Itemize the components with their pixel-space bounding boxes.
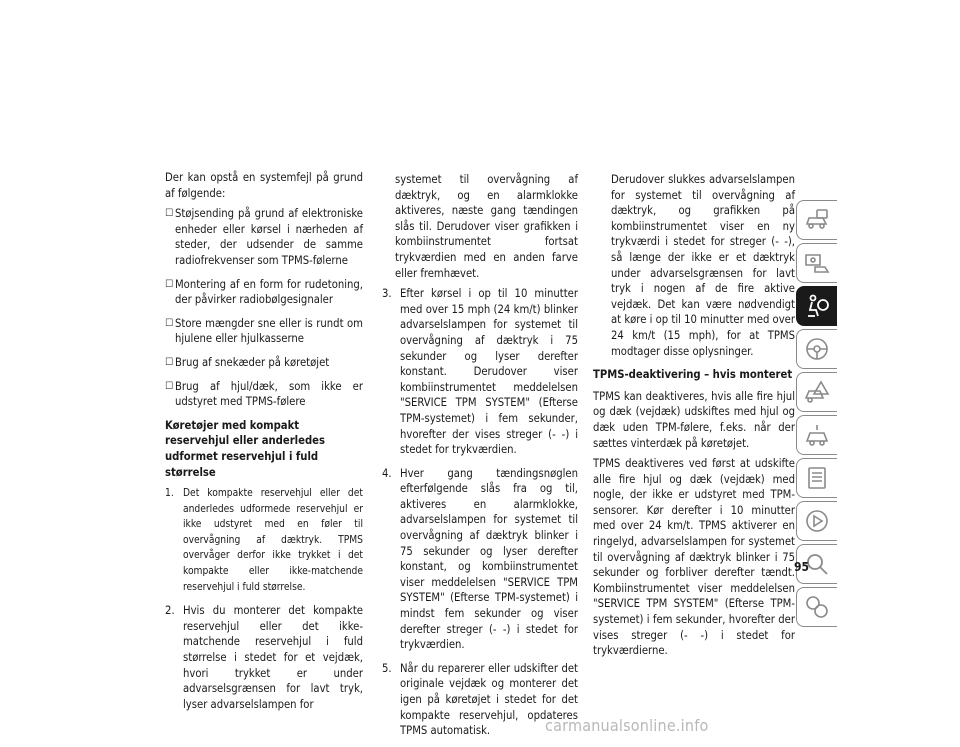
middle-column xyxy=(382,172,578,747)
emergency-car-icon xyxy=(803,421,831,449)
language-icon xyxy=(803,593,831,621)
car-info-icon xyxy=(803,206,831,234)
tab-airbag-safety[interactable] xyxy=(796,286,837,326)
tab-warning-car[interactable] xyxy=(796,372,837,412)
checkbox-bullet-icon: ☐ xyxy=(165,278,174,290)
airbag-safety-icon xyxy=(803,292,831,320)
watermark-text: carmanualsonline.info xyxy=(545,716,709,735)
tab-language[interactable] xyxy=(796,587,837,627)
checkbox-bullet-icon: ☐ xyxy=(165,380,174,392)
tab-car-info[interactable] xyxy=(796,200,837,240)
car-keys-icon xyxy=(803,249,831,277)
section-heading: TPMS-deaktivering – hvis monteret xyxy=(593,368,793,382)
numbered-item: 4. Hver gang tændingsnøglen efterfølgende slås fra og til, aktiveres en alarmklokke, advarselslampen for systemet til overvågning af dæktryk blinker i 75 sekunder og lyser derefter konstant, og kombiinstrumentet viser meddelelsen "SERVICE TPM SYSTEM" (Efterse TPM-systemet) i mindst fem sekunder og viser derefter streger (- -) i stedet for trykværdien. xyxy=(382,466,578,652)
section-heading: Køretøjer med kompakt reservehjul eller anderledes udformet reservehjul i fuld størrelse xyxy=(165,418,325,479)
steering-wheel-icon xyxy=(803,335,831,363)
numbered-item: 2. Hvis du monterer det kompakte reservehjul eller det ikke-matchende reservehjul i fuld størrelse i stedet for et vejdæk, hvori trykket er under advarselsgrænsen for lavt tryk, lyser advarselslampen for xyxy=(165,604,363,711)
multimedia-icon xyxy=(803,507,831,535)
checkbox-bullet-icon: ☐ xyxy=(165,356,174,368)
intro-paragraph: Der kan opstå en systemfejl på grund af følgende: xyxy=(165,171,363,200)
left-column xyxy=(165,170,363,720)
checkbox-bullet-icon: ☐ xyxy=(165,317,174,329)
list-item: ☐ Brug af snekæder på køretøjet xyxy=(165,355,330,369)
numbered-item: 3. Efter kørsel i op til 10 minutter med over 15 mph (24 km/t) blinker advarselslampen for systemet til overvågning af dæktryk i 75 sekunder og lyser derefter konstant. Derudover viser kombiinstrumentet meddelelsen "SERVICE TPM SYSTEM" (Efterse TPM-systemet) i fem sekunder, hvorefter der vises streger (- -) i stedet for trykværdien. xyxy=(382,287,578,457)
list-item: ☐ Støjsending på grund af elektroniske enheder eller kørsel i nærheden af steder, der udsender de samme radiofrekvenser som TPMS-følerne xyxy=(165,207,363,267)
paragraph: TPMS kan deaktiveres, hvis alle fire hjul og dæk (vejdæk) udskiftes med hjul og dæk uden TPM-følere, f.eks. når der sættes vinterdæk på køretøjet. xyxy=(593,389,795,450)
service-checklist-icon xyxy=(803,464,831,492)
list-item: ☐ Montering af en form for rudetoning, der påvirker radiobølgesignaler xyxy=(165,277,363,307)
numbered-item: 5. Når du reparerer eller udskifter det originale vejdæk og monterer det igen på køretøjet i stedet for det kompakte reservehjul, opdateres TPMS automatisk. xyxy=(382,661,578,738)
list-item: ☐ Store mængder sne eller is rundt om hjulene eller hjulkasserne xyxy=(165,316,363,346)
tab-car-keys[interactable] xyxy=(796,243,837,283)
numbered-item: 1. Det kompakte reservehjul eller det anderledes udformede reservehjul er ikke udstyret med en føler til overvågning af dæktryk. TPMS overvåger derfor ikke trykket i det kompakte eller ikke-matchende reservehjul i fuld størrelse. xyxy=(165,488,363,593)
tab-emergency[interactable] xyxy=(796,415,837,455)
warning-car-icon xyxy=(803,378,831,406)
tab-service[interactable] xyxy=(796,458,837,498)
right-column xyxy=(593,172,795,664)
paragraph: TPMS deaktiveres ved først at udskifte alle fire hjul og dæk (vejdæk) med nogle, der ikke er udstyret med TPM-sensorer. Kør derefter i 10 minutter med over 24 km/t. TPMS aktiverer en ringelyd, advarselslampen for systemet til overvågning af dæktryk blinker i 75 sekunder og forbliver derefter tændt. Kombiinstrumentet viser meddelelsen "SERVICE TPM SYSTEM" (Efterse TPM-systemet) i fem sekunder, hvorefter der vises streger (- -) i stedet for trykværdierne. xyxy=(593,457,795,658)
tab-multimedia[interactable] xyxy=(796,501,837,541)
checkbox-bullet-icon: ☐ xyxy=(165,208,174,220)
continued-paragraph: systemet til overvågning af dæktryk, og en alarmklokke aktiveres, næste gang tændingen slås til. Derudover viser grafikken i kombiinstrumentet fortsat trykværdien med en anden farve eller fremhævet. xyxy=(395,173,578,280)
list-item: ☐ Brug af hjul/dæk, som ikke er udstyret med TPMS-følere xyxy=(165,379,363,409)
continued-paragraph: Derudover slukkes advarselslampen for systemet til overvågning af dæktryk, og grafikken på kombiinstrumentet viser en ny trykværdi i stedet for streger (- -), så længe der ikke er et dæktryk under advarselsgrænsen for lavt tryk i nogen af de fire aktive vejdæk. Det kan være nødvendigt at køre i op til 10 minutter med over 24 km/t (15 mph), for at TPMS modtager disse oplysninger. xyxy=(611,173,795,358)
tab-steering[interactable] xyxy=(796,329,837,369)
page-number: 95 xyxy=(794,560,810,574)
